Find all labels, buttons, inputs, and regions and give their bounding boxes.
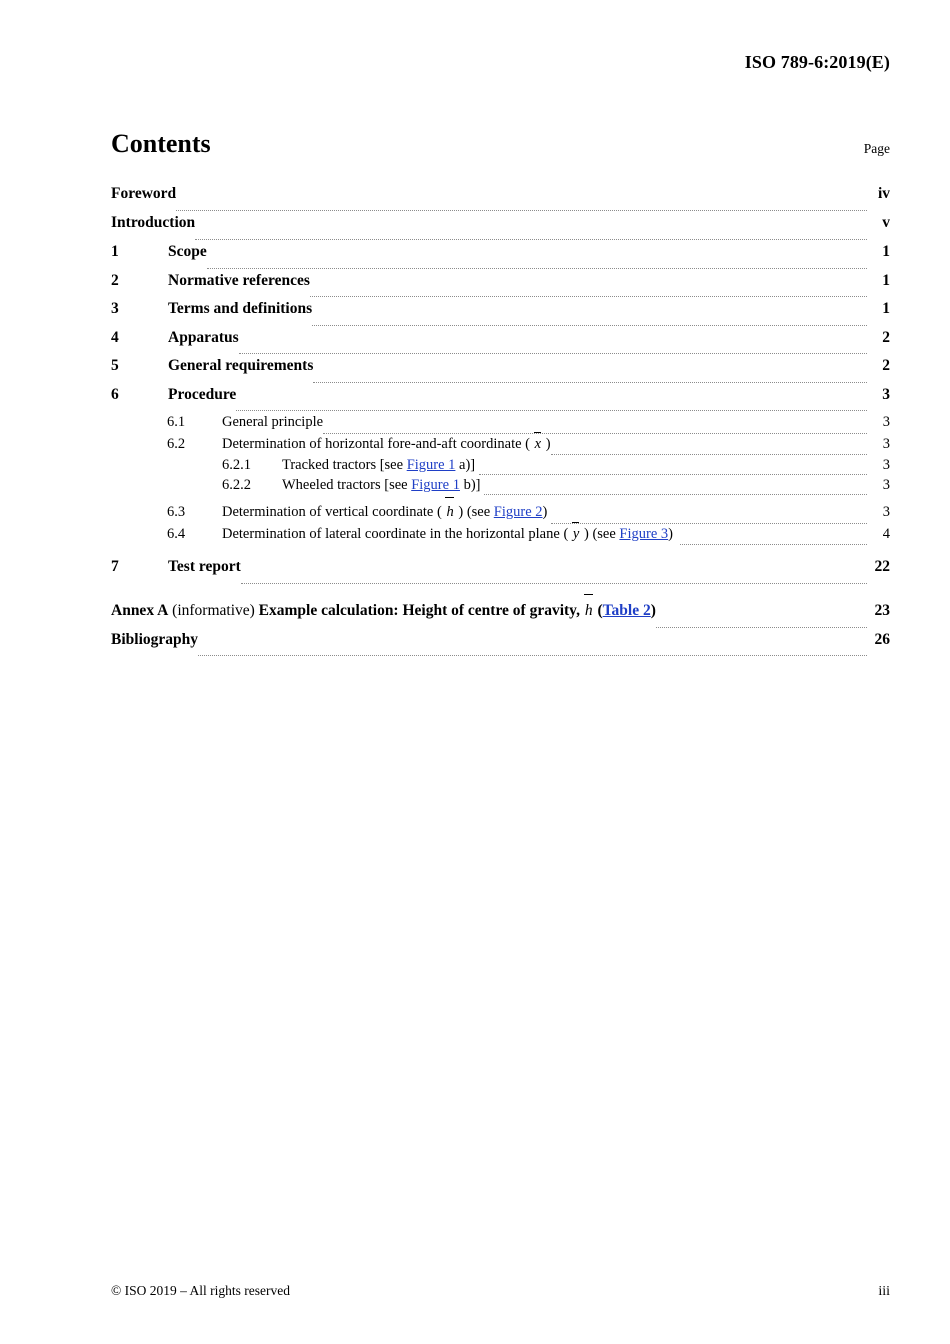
- toc-label-text: Determination of horizontal fore-and-aft coordinate: [222, 435, 522, 452]
- dot-leader: [479, 473, 867, 475]
- toc-label: Determination of vertical coordinate ( h ) (see Figure 2): [222, 504, 548, 520]
- toc-number: 6.4: [167, 525, 186, 542]
- toc-page-number: 2: [882, 328, 890, 346]
- toc-label: General principle: [222, 414, 324, 430]
- toc-number: 5: [111, 357, 119, 374]
- dot-leader: [236, 409, 867, 411]
- toc-page-number: 3: [882, 435, 890, 452]
- toc-entry-terms-and-definitions[interactable]: [111, 301, 890, 330]
- toc-label: Determination of lateral coordinate in the horizontal plane ( y ) (see Figure 3): [222, 525, 673, 542]
- toc-page-number: 1: [882, 300, 890, 317]
- toc-label-text: Tracked tractors [see: [282, 457, 404, 473]
- paren-close: ): [542, 504, 548, 520]
- paren-close: ): [650, 601, 656, 619]
- toc-label: [282, 458, 479, 473]
- toc-number: 6.1: [167, 414, 186, 430]
- dot-leader: [323, 432, 867, 434]
- toc-label: Procedure: [168, 385, 237, 403]
- toc-entry-general-requirements[interactable]: [111, 358, 890, 387]
- toc-label: Bibliography: [111, 630, 198, 648]
- annex-title: Example calculation: Height of centre of gravity,: [258, 601, 580, 619]
- toc-number: 6.2.2: [222, 477, 251, 493]
- variable-x-bar: x: [534, 435, 542, 452]
- toc-number: 6.2.1: [222, 457, 251, 473]
- toc-entry-foreword[interactable]: [111, 186, 890, 215]
- dot-leader: [310, 295, 867, 297]
- toc-label: Normative references: [168, 271, 310, 289]
- toc-label: Apparatus: [168, 328, 239, 346]
- annex-prefix: Annex A: [111, 601, 169, 619]
- document-header-standard-ref: ISO 789-6:2019(E): [744, 52, 890, 72]
- link-figure-1[interactable]: Figure 1: [411, 477, 460, 493]
- toc-entry-procedure[interactable]: [111, 387, 890, 416]
- toc-label: [111, 603, 656, 619]
- toc-page-number: 3: [882, 414, 890, 430]
- toc-page-number: 4: [882, 525, 890, 542]
- link-figure-2[interactable]: Figure 2: [493, 504, 543, 520]
- dot-leader: [484, 493, 867, 495]
- table-of-contents: [111, 186, 890, 660]
- toc-page-number: 22: [874, 558, 890, 575]
- toc-label: Foreword: [111, 185, 177, 202]
- toc-number: 7: [111, 558, 119, 575]
- toc-page-number: 3: [882, 385, 890, 403]
- see-text: (see: [592, 525, 616, 542]
- page-title: Contents: [111, 129, 211, 158]
- toc-label: Determination of horizontal fore-and-aft coordinate ( x ): [222, 435, 551, 452]
- toc-page-number: 3: [882, 457, 890, 473]
- toc-number: 6.3: [167, 504, 186, 520]
- paren-open: (: [597, 601, 603, 619]
- toc-label-text-post: b)]: [463, 477, 481, 493]
- dot-leader: [198, 654, 867, 656]
- dot-leader: [207, 267, 867, 269]
- toc-entry-test-report[interactable]: [111, 559, 890, 588]
- copyright-notice: © ISO 2019 – All rights reserved: [111, 1283, 290, 1298]
- toc-entry-6-3-vertical-coordinate[interactable]: [111, 505, 890, 527]
- toc-entry-6-1-general-principle[interactable]: [111, 415, 890, 437]
- paren-close: ): [668, 525, 673, 542]
- toc-page-number: iv: [877, 185, 890, 202]
- dot-leader: [239, 352, 867, 354]
- toc-page-number: 1: [882, 243, 890, 260]
- dot-leader: [680, 543, 867, 545]
- toc-page-number: 23: [874, 601, 890, 619]
- toc-page-number: 2: [882, 357, 890, 374]
- toc-page-number: v: [882, 214, 890, 231]
- dot-leader: [312, 324, 867, 326]
- toc-entry-introduction[interactable]: [111, 215, 890, 244]
- page-footer: [111, 1283, 890, 1300]
- toc-label: Introduction: [111, 214, 196, 231]
- toc-page-number: 3: [882, 477, 890, 493]
- toc-label: Test report: [168, 558, 241, 575]
- toc-entry-normative-references[interactable]: [111, 273, 890, 302]
- toc-number: 1: [111, 243, 119, 260]
- link-table-2[interactable]: Table 2: [602, 601, 651, 619]
- variable-h-bar: h: [584, 601, 593, 619]
- toc-page-number: 3: [882, 504, 890, 520]
- toc-label-text: Determination of vertical coordinate: [222, 504, 434, 520]
- toc-label: [282, 478, 484, 493]
- toc-number: 3: [111, 300, 119, 317]
- dot-leader: [551, 453, 867, 455]
- dot-leader: [313, 381, 867, 383]
- toc-label: General requirements: [168, 357, 314, 374]
- toc-entry-bibliography[interactable]: [111, 632, 890, 661]
- toc-label: Terms and definitions: [168, 300, 313, 317]
- link-figure-1[interactable]: Figure 1: [406, 457, 456, 473]
- toc-label-text-post: a)]: [459, 457, 476, 473]
- toc-number: 2: [111, 271, 119, 289]
- toc-page-number: 1: [882, 271, 890, 289]
- toc-entry-6-2-horizontal-coordinate[interactable]: [111, 437, 890, 459]
- dot-leader: [176, 209, 867, 211]
- dot-leader: [195, 238, 867, 240]
- dot-leader: [551, 522, 867, 524]
- toc-label: Scope: [168, 243, 207, 260]
- toc-entry-6-2-2-wheeled-tractors[interactable]: [111, 478, 890, 498]
- toc-number: 4: [111, 328, 119, 346]
- variable-h-bar: h: [446, 504, 454, 520]
- page-column-label: Page: [863, 140, 890, 156]
- variable-y-bar: y: [572, 525, 580, 542]
- dot-leader: [241, 582, 867, 584]
- toc-label-text: Determination of lateral coordinate in the horizontal plane: [222, 525, 560, 542]
- toc-label-text: Wheeled tractors [see: [282, 477, 408, 493]
- toc-entry-apparatus[interactable]: [111, 330, 890, 359]
- layout-spacer: [111, 588, 890, 603]
- toc-entry-6-4-lateral-coordinate[interactable]: [111, 527, 890, 549]
- toc-number: 6: [111, 385, 119, 403]
- link-figure-3[interactable]: Figure 3: [619, 525, 669, 542]
- toc-entry-annex-a[interactable]: [111, 603, 890, 632]
- annex-informative: (informative): [172, 601, 255, 619]
- dot-leader: [656, 626, 867, 628]
- toc-entry-scope[interactable]: [111, 244, 890, 273]
- page-folio: iii: [878, 1284, 890, 1299]
- toc-entry-6-2-1-tracked-tractors[interactable]: [111, 458, 890, 478]
- see-text: (see: [466, 504, 491, 520]
- toc-page-number: 26: [874, 630, 890, 648]
- toc-number: 6.2: [167, 435, 186, 452]
- contents-heading-row: [111, 130, 890, 159]
